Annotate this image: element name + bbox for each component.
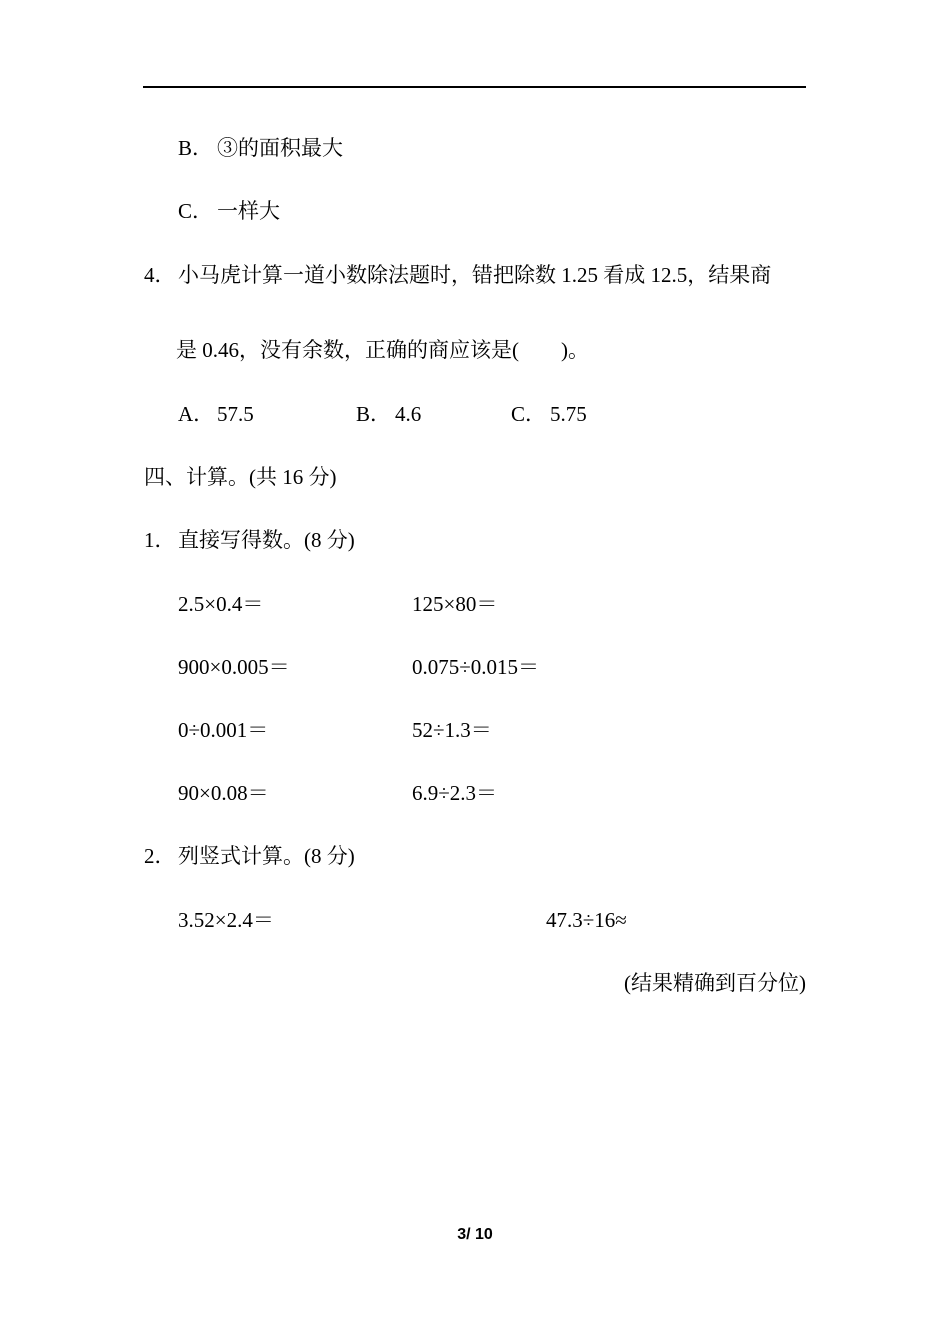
calc-item: 0.075÷0.015＝ (412, 655, 540, 679)
calc-item: 0÷0.001＝ (178, 718, 269, 742)
q3-option-c (178, 198, 280, 224)
question-text: 是 0.46，没有余数，正确的商应该是( )。 (176, 338, 589, 362)
page-number: 3/ 10 (457, 1226, 493, 1243)
q4-option-a (178, 401, 254, 427)
calc-item: 900×0.005＝ (178, 655, 290, 679)
question-number: 2． (144, 844, 176, 868)
question-text: 小马虎计算一道小数除法题时，错把除数 1.25 看成 12.5，结果商 (178, 263, 772, 287)
option-text: 4.6 (395, 402, 422, 426)
calc-item: 52÷1.3＝ (412, 718, 492, 742)
option-text: 57.5 (217, 402, 254, 426)
option-letter: A． (178, 402, 215, 426)
option-letter: B． (356, 402, 392, 426)
question-number: 4． (144, 263, 176, 287)
option-letter: C． (178, 199, 214, 223)
calc-item: 2.5×0.4＝ (178, 592, 264, 616)
option-text: 一样大 (217, 199, 280, 223)
option-text: 5.75 (550, 402, 587, 426)
calc-item: 6.9÷2.3＝ (412, 781, 498, 805)
part-2-heading (144, 843, 355, 869)
question-number: 1． (144, 528, 176, 552)
q4-option-c (511, 401, 587, 427)
option-letter: C． (511, 402, 547, 426)
q4-line-1 (144, 262, 771, 288)
q4-line-2 (176, 337, 589, 363)
question-text: 直接写得数。(8 分) (178, 528, 355, 552)
calc-item: 90×0.08＝ (178, 781, 269, 805)
rounding-note: (结果精确到百分位) (624, 971, 806, 995)
vertical-calc-item: 47.3÷16≈ (546, 908, 627, 932)
q4-option-b (356, 401, 421, 427)
option-letter: B． (178, 136, 214, 160)
part-1-heading (144, 527, 355, 553)
q3-option-b (178, 135, 343, 161)
header-rule (143, 86, 806, 88)
section-4-title: 四、计算。(共 16 分) (144, 465, 337, 489)
question-text: 列竖式计算。(8 分) (178, 844, 355, 868)
vertical-calc-item: 3.52×2.4＝ (178, 908, 274, 932)
option-text: ③的面积最大 (217, 136, 343, 160)
calc-item: 125×80＝ (412, 592, 498, 616)
